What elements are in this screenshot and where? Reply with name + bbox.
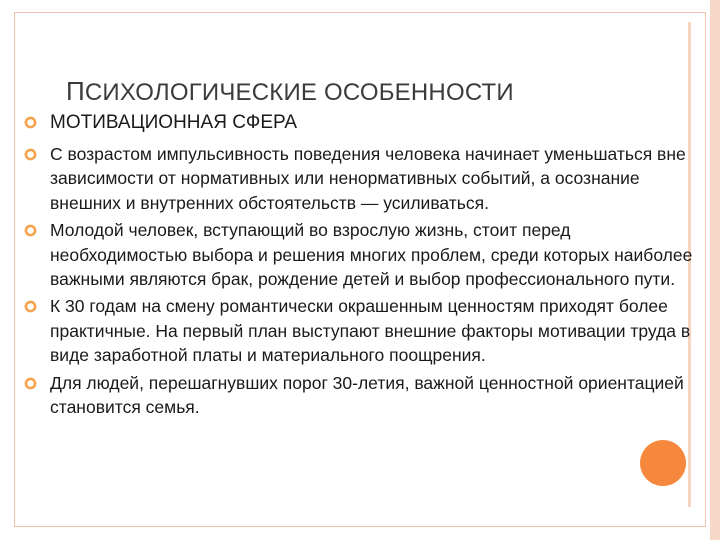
section-heading: МОТИВАЦИОННАЯ СФЕРА: [50, 112, 298, 133]
list-item: [22, 294, 698, 367]
orange-circle-decoration: [640, 440, 686, 486]
side-decor-strip: [710, 0, 720, 540]
circle-bullet-icon: [24, 148, 37, 161]
list-item-heading: [22, 110, 698, 136]
bullet-list: [22, 110, 698, 419]
circle-bullet-icon: [24, 377, 37, 390]
circle-bullet-icon: [24, 300, 37, 313]
circle-bullet-icon: [24, 116, 37, 129]
list-item-text: К 30 годам на смену романтически окрашенным ценностям приходят более практичные. На первый план выступают внешние факторы мотивации труда в виде заработной платы и материального поощрения.: [50, 296, 691, 366]
list-item: [22, 371, 698, 420]
title-rest: СИХОЛОГИЧЕСКИЕ ОСОБЕННОСТИ: [84, 79, 514, 106]
list-item-text: С возрастом импульсивность поведения человека начинает уменьшаться вне зависимости от нормативных или ненормативных событий, а осознание внешних и внутренних обстоятельств — усиливаться.: [50, 144, 686, 213]
list-item: [22, 218, 698, 291]
circle-bullet-icon: [24, 224, 37, 237]
title-first-letter: П: [66, 76, 85, 106]
list-item-text: Молодой человек, вступающий во взрослую жизнь, стоит перед необходимостью выбора и решения многих проблем, среди которых наиболее важными являются брак, рождение детей и выбор профессионального пути.: [50, 220, 693, 290]
list-item-text: Для людей, перешагнувших порог 30-летия, важной ценностной ориентацией становится семья.: [50, 372, 684, 418]
page-title: [66, 76, 514, 107]
list-item: [22, 142, 698, 215]
